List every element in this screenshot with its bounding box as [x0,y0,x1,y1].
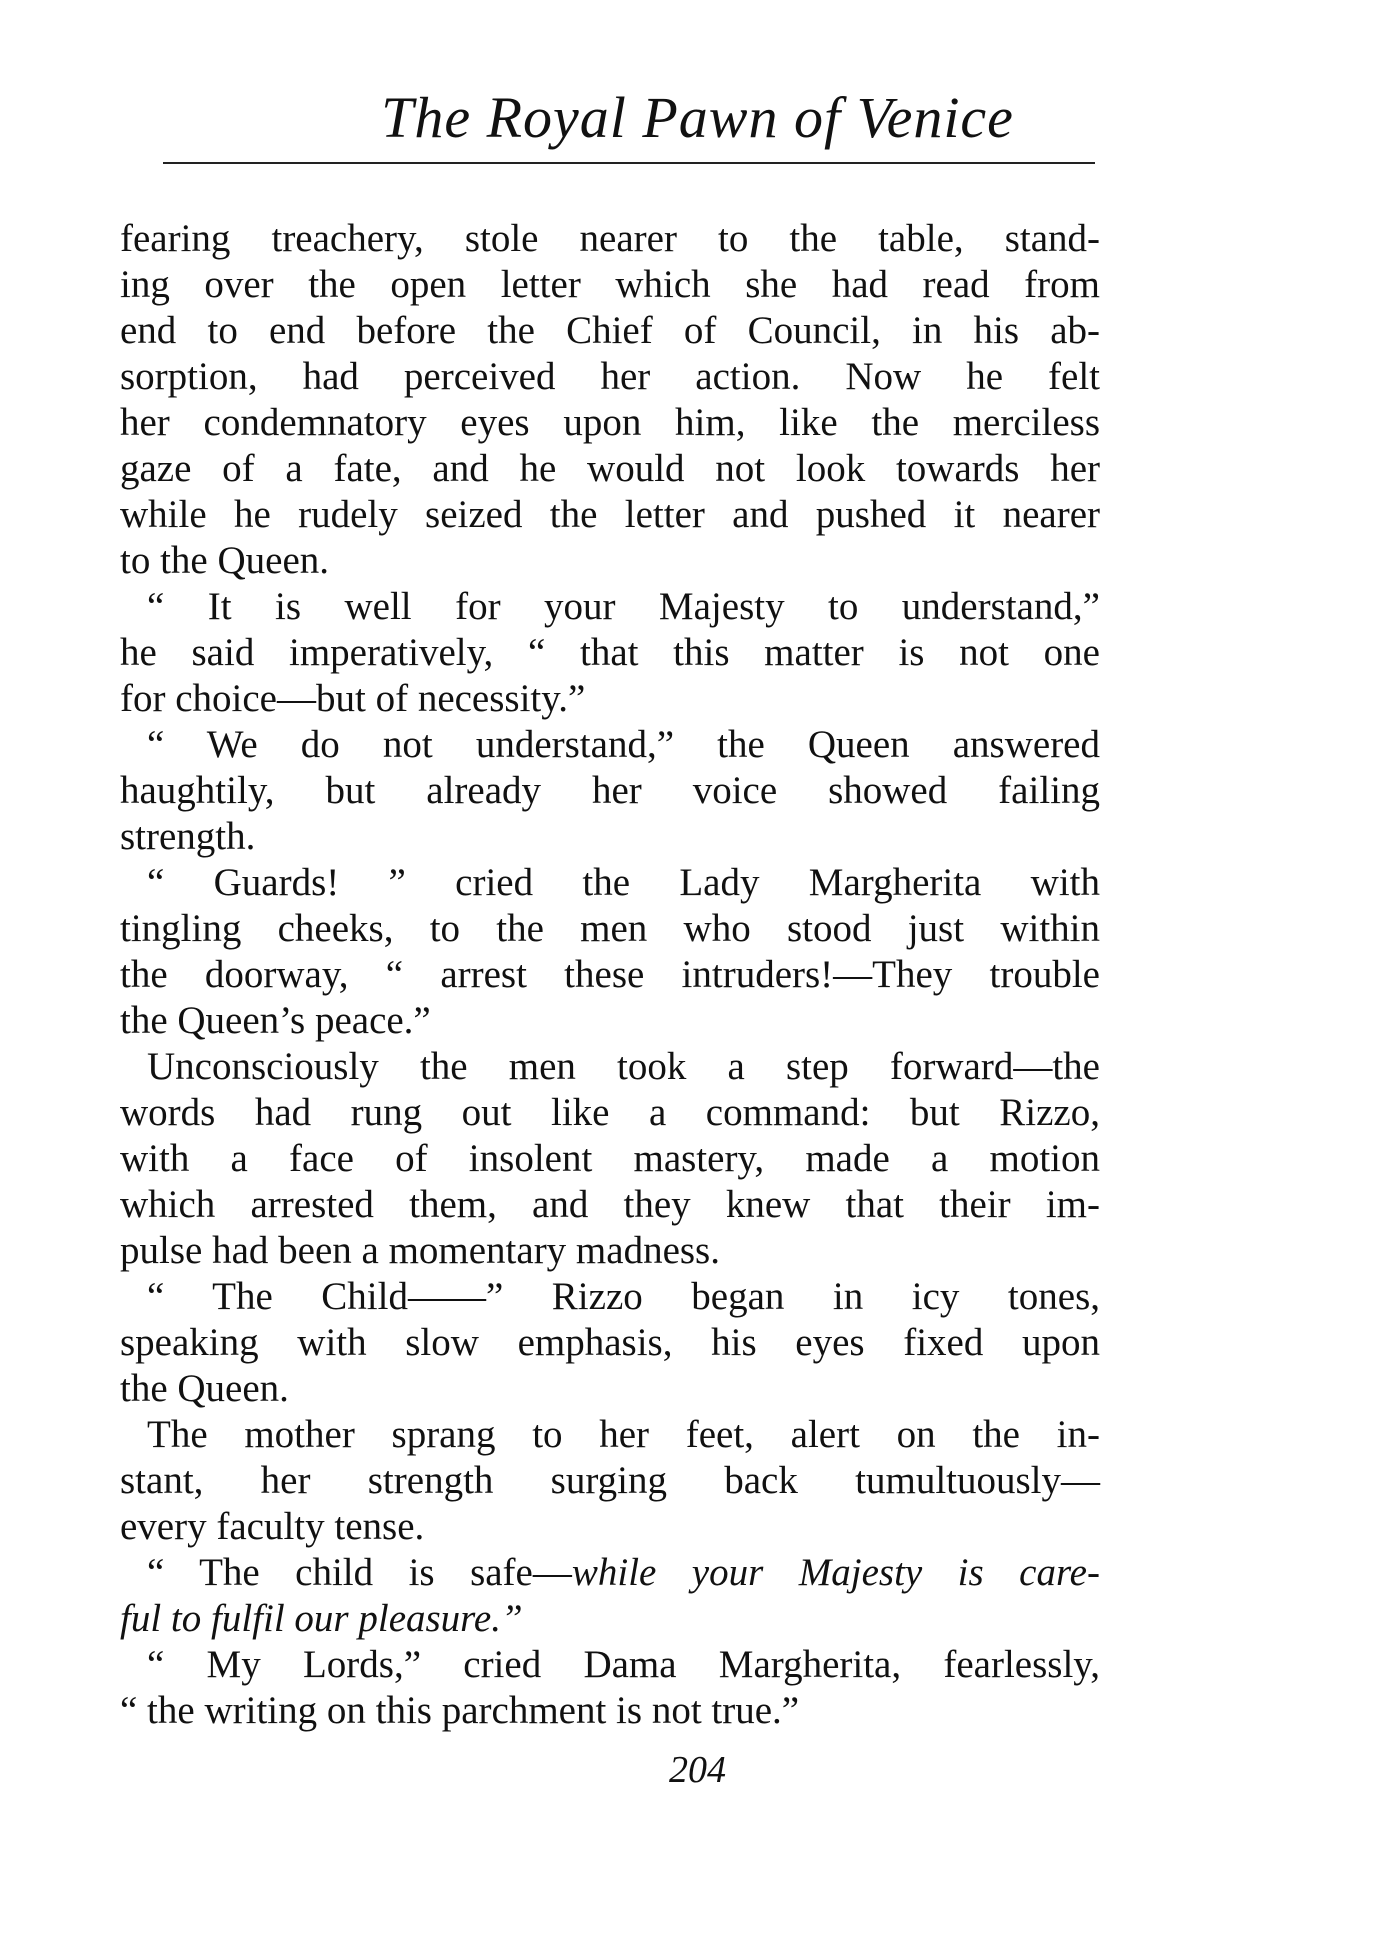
text-line [120,1274,1100,1320]
text-line [120,1412,1100,1458]
text-line [120,1182,1100,1228]
text-line [120,1136,1100,1182]
text-line [120,1044,1100,1090]
text-segment: which arrested them, and they knew that their im- [120,1183,1100,1226]
page-body-text [120,216,1100,1734]
text-segment: stant, her strength surging back tumultuously— [120,1459,1100,1502]
text-segment: speaking with slow emphasis, his eyes fixed upon [120,1321,1100,1364]
text-segment: pulse had been a momentary madness. [120,1229,720,1272]
text-segment: The mother sprang to her feet, alert on the in- [147,1413,1100,1456]
text-line [120,400,1100,446]
text-line [120,584,1100,630]
text-segment: end to end before the Chief of Council, in his ab- [120,309,1100,352]
text-line [120,216,1100,262]
text-segment: sorption, had perceived her action. Now he felt [120,355,1100,398]
text-segment: tingling cheeks, to the men who stood just within [120,907,1100,950]
text-line [120,1366,1100,1412]
text-line [120,906,1100,952]
text-line [120,998,1100,1044]
text-segment: haughtily, but already her voice showed failing [120,769,1100,812]
text-segment: “ the writing on this parchment is not true.” [120,1689,800,1732]
text-segment: “ The Child——” Rizzo began in icy tones, [147,1275,1100,1318]
text-segment: while he rudely seized the letter and pushed it nearer [120,493,1100,536]
italic-text-segment: ful to fulfil our pleasure.” [120,1597,523,1640]
text-line [120,492,1100,538]
text-line [120,1458,1100,1504]
text-line [120,860,1100,906]
text-line [120,354,1100,400]
text-segment: the doorway, “ arrest these intruders!—They trouble [120,953,1100,996]
text-segment: words had rung out like a command: but Rizzo, [120,1091,1100,1134]
text-line [120,1596,1100,1642]
text-line [120,768,1100,814]
text-line [120,1688,1100,1734]
text-line [120,676,1100,722]
text-line [120,1504,1100,1550]
text-segment: “ We do not understand,” the Queen answered [147,723,1100,766]
header-rule [163,162,1095,164]
text-line [120,262,1100,308]
text-line [120,1642,1100,1688]
text-line [120,1550,1100,1596]
text-line [120,1320,1100,1366]
text-segment: he said imperatively, “ that this matter is not one [120,631,1100,674]
text-segment: every faculty tense. [120,1505,425,1548]
text-segment: the Queen’s peace.” [120,999,431,1042]
text-segment: “ It is well for your Majesty to understand,” [147,585,1100,628]
text-segment: “ Guards! ” cried the Lady Margherita with [147,861,1100,904]
text-line [120,814,1100,860]
text-line [120,538,1100,584]
text-segment: fearing treachery, stole nearer to the table, stand- [120,217,1100,260]
text-segment: ing over the open letter which she had read from [120,263,1100,306]
text-segment: her condemnatory eyes upon him, like the merciless [120,401,1100,444]
text-line [120,952,1100,998]
text-segment: “ The child is safe— [147,1551,572,1594]
page-number: 204 [669,1749,726,1791]
text-line [120,722,1100,768]
running-header-title: The Royal Pawn of Venice [381,85,1014,150]
text-line [120,1090,1100,1136]
text-segment: strength. [120,815,256,858]
text-line [120,308,1100,354]
text-segment: to the Queen. [120,539,330,582]
italic-text-segment: while your Majesty is care- [571,1551,1100,1594]
text-segment: for choice—but of necessity.” [120,677,586,720]
text-line [120,446,1100,492]
text-segment: with a face of insolent mastery, made a motion [120,1137,1100,1180]
text-segment: the Queen. [120,1367,289,1410]
text-line [120,630,1100,676]
text-segment: gaze of a fate, and he would not look towards her [120,447,1100,490]
text-segment: Unconsciously the men took a step forward—the [147,1045,1100,1088]
text-line [120,1228,1100,1274]
text-segment: “ My Lords,” cried Dama Margherita, fearlessly, [147,1643,1100,1686]
